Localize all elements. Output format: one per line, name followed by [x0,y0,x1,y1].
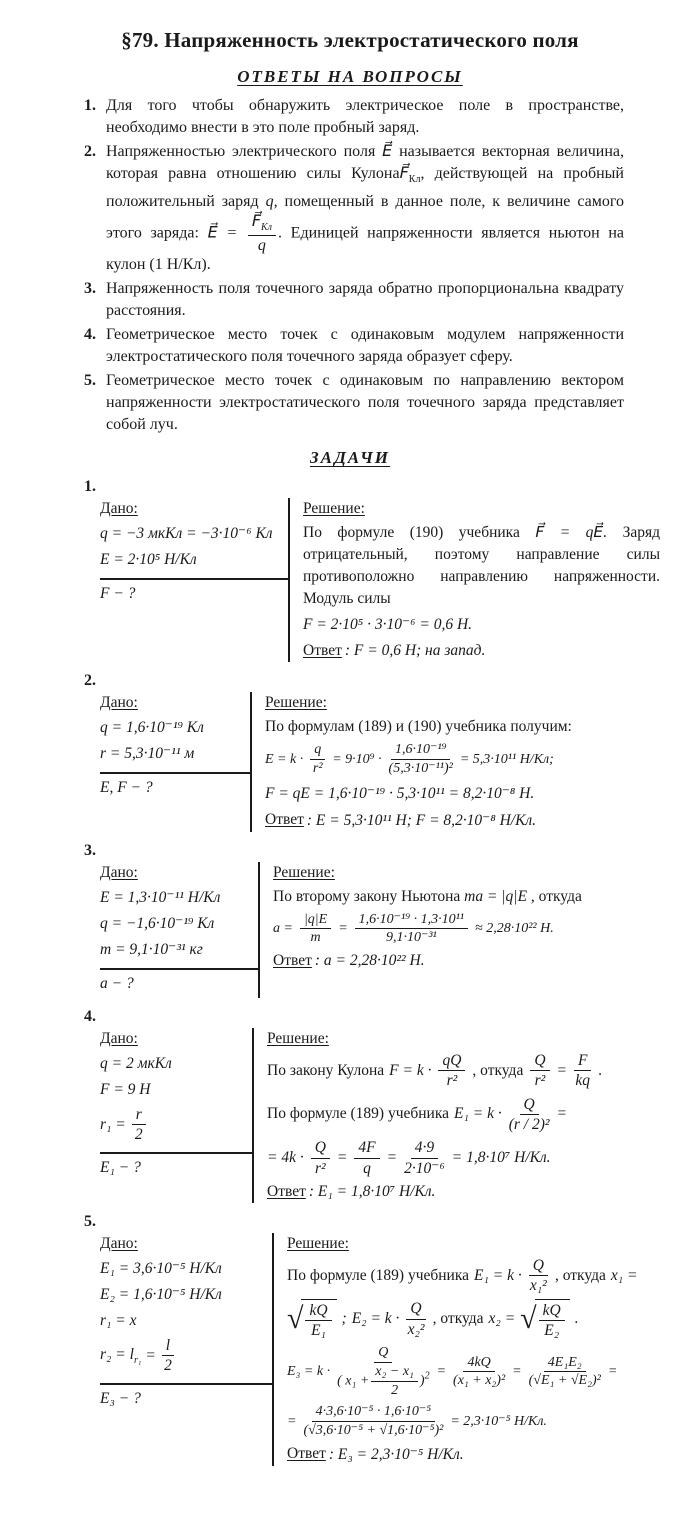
answer-line [265,811,660,830]
formula-inline: F⃗ = qE⃗. [535,524,608,542]
problem-body [88,1233,660,1466]
solution-label: Решение: [287,1234,349,1252]
formula-part: = 5,3·10¹¹ Н/Кл; [459,751,554,767]
fraction-numerator: l [162,1337,174,1356]
answer-number: 3. [84,280,96,298]
fraction-denominator: q [363,1159,371,1177]
field-formula-lhs: E⃗ = [207,224,238,242]
formula-part: E₂ = k · [351,1310,400,1328]
problem-body [88,1028,660,1203]
given-line: r = 5,3·10⁻¹¹ м [100,745,195,763]
fraction-denominator: x₂² [407,1320,425,1338]
solution-sentence: , откуда [432,1310,484,1328]
given-line [100,1337,272,1375]
solution-sentence: По формуле (190) учебника [303,524,520,542]
formula-part: E₁ = k · [474,1266,522,1284]
answer-number: 2. [84,143,96,160]
answer-line [287,1445,660,1464]
fraction-denominator: m [310,930,321,946]
answer-value: : E = 5,3·10¹¹ Н; F = 8,2·10⁻⁸ Н/Кл. [306,811,537,829]
problem-body [88,862,660,998]
solution-text [303,522,660,610]
fraction [404,1139,445,1177]
nested-fraction [371,1364,418,1398]
fraction-denominator: (r / 2)² [508,1115,550,1133]
problem-1 [58,478,660,662]
fraction-denominator: r² [446,1072,458,1090]
problem-body [88,498,660,662]
fraction-denominator: 2 [164,1357,172,1375]
fraction-numerator: x₂ − x₁ [371,1364,418,1382]
given-line: q = −1,6·10⁻¹⁹ Кл [100,914,215,932]
fraction-numerator: 4kQ [463,1355,494,1373]
fraction [310,742,325,776]
solution-label: Решение: [273,863,335,881]
formula-line: F = qE = 1,6·10⁻¹⁹ · 5,3·10¹¹ = 8,2·10⁻⁸ Н. [265,784,535,802]
formula-part: = [386,1149,398,1167]
tasks-section-header [0,448,700,468]
formula-line [265,742,660,776]
formula-part: = 1,8·10⁷ Н/Кл. [451,1149,551,1167]
solution-sentence: По формуле (189) учебника [267,1105,450,1123]
answers-header-text: ОТВЕТЫ НА ВОПРОСЫ [237,67,463,86]
fraction-numerator: 1,6·10⁻¹⁹ [391,742,450,760]
answer-label: Ответ [303,642,342,660]
fraction [406,1300,425,1338]
formula-part: F = k · [389,1061,432,1079]
formula-part: . [598,1061,603,1079]
answer-number: 4. [84,326,96,344]
problems-list [0,478,700,1465]
fraction [132,1106,146,1144]
formula-part: ) [419,1373,425,1389]
fraction [305,1302,331,1340]
answer-text: помещенный в данное поле, к величине самого этого заряда: [106,193,625,242]
answer-text: , действующей на пробный положительный заряд [106,165,624,211]
formula-part: = [607,1363,618,1379]
fraction [529,1257,548,1295]
fraction [529,1355,601,1389]
fraction [355,912,468,946]
answer-item-3 [86,278,624,322]
problem-3 [58,842,660,998]
fraction-numerator: Q [406,1300,425,1319]
fraction-numerator: r [132,1106,146,1125]
find-line: F − ? [100,578,288,604]
vector-E-symbol: E⃗ [382,143,393,160]
formula-part: = [436,1363,447,1379]
fraction-denominator: (x₁ + x₂)² [453,1373,506,1389]
problem-number: 2. [84,672,96,690]
vector-F-symbol: F⃗ [251,213,262,231]
formula-inline: ma = |q|E , [464,887,535,905]
fraction-numerator: 1,6·10⁻¹⁹ · 1,3·10¹¹ [355,912,468,930]
fraction [162,1337,174,1375]
formula-part: ( x₁ + [337,1373,370,1389]
formula-line [287,1404,660,1438]
answer-line [273,952,660,970]
tasks-header-text: ЗАДАЧИ [309,448,391,468]
fraction-numerator [248,213,276,235]
problem-number: 3. [84,841,96,859]
fraction-denominator: r² [312,761,323,777]
fraction [509,1096,550,1134]
solution-column [258,862,660,998]
solution-sentence: По второму закону Ньютона [273,887,461,905]
fraction-numerator: qQ [438,1052,465,1071]
solution-column [272,1233,660,1466]
given-line: E = 2·10⁵ Н/Кл [100,551,197,569]
given-label: Дано: [100,1029,138,1047]
given-line: E₁ = 3,6·10⁻⁵ Н/Кл [100,1259,222,1277]
fraction [453,1355,505,1389]
answer-value: : E₃ = 2,3·10⁻⁵ Н/Кл. [328,1445,464,1463]
answer-text: Напряженность поля точечного заряда обратно пропорциональна квадрату расстояния. [106,280,624,320]
fraction-denominator: 2 [134,1126,143,1144]
formula-part: E = k · [265,751,304,767]
given-label: Дано: [100,1234,138,1252]
fraction-numerator: Q [374,1345,392,1363]
answer-text: Напряженностью электрического поля [106,143,376,160]
answer-value: : E₁ = 1,8·10⁷ Н/Кл. [308,1182,436,1200]
answer-label: Ответ [267,1182,306,1200]
given-column [88,1233,272,1466]
fraction-numerator: F [574,1052,591,1071]
formula-part: = [336,1149,348,1167]
fraction-denominator: kq [575,1072,591,1090]
formula-part: E₁ = k · [454,1105,502,1123]
answer-item-1 [86,95,624,139]
answer-line [267,1183,660,1201]
exponent: 2 [424,1370,430,1382]
given-label: Дано: [100,500,138,518]
formula-line [267,1096,660,1134]
answer-line [303,642,660,660]
formula-part: = 9·10⁹ · [332,751,382,767]
fraction-numerator: 4·3,6·10⁻⁵ · 1,6·10⁻⁵ [312,1404,436,1422]
formula-part: x₂ = [488,1310,516,1328]
fraction-numerator: Q [530,1052,549,1071]
given-line: q = −3 мкКл = −3·10⁻⁶ Кл [100,525,273,543]
solution-sentence: По формуле (189) учебника [287,1266,470,1284]
answer-number: 1. [84,97,96,114]
fraction-numerator: kQ [305,1302,331,1321]
formula-part [100,1346,141,1366]
answer-label: Ответ [287,1445,326,1463]
answer-value: : F = 0,6 Н; на запад. [344,642,486,660]
answers-section-header [0,67,700,87]
formula-line [287,1345,660,1398]
solution-sentence: По закону Кулона [267,1061,385,1079]
solution-column [250,692,660,831]
fraction-numerator: Q [311,1139,330,1158]
fraction-denominator: (√3,6·10⁻⁵ + √1,6·10⁻⁵)² [303,1423,444,1439]
fraction-numerator: 4F [354,1139,379,1158]
solution-sentence: , откуда [472,1061,524,1079]
given-line: E₂ = 1,6·10⁻⁵ Н/Кл [100,1285,222,1303]
radical-sign: √ [287,1302,304,1336]
formula-part: ≈ 2,28·10²² Н. [475,920,554,936]
solution-sentence: , откуда [554,1266,606,1284]
answer-label: Ответ [265,811,304,829]
fraction [389,742,453,776]
problem-number: 5. [84,1212,96,1230]
solution-column [252,1028,660,1203]
fraction-denominator: (5,3·10⁻¹¹)² [388,761,453,777]
problem-number: 4. [84,1007,96,1025]
solution-sentence: откуда [538,887,582,905]
given-line: E = 1,3·10⁻¹¹ Н/Кл [100,888,221,906]
square-root [520,1299,570,1340]
formula-part: = [287,1413,297,1429]
subscript: r₁ [133,1354,142,1366]
formula-line [273,912,660,946]
answer-text: . Единицей напряженности является ньютон на кулон (1 Н/Кл). [106,224,625,274]
square-root [287,1299,337,1340]
charge-symbol: q, [265,193,278,211]
formula-part: = [338,920,348,936]
formula-line [267,1139,660,1177]
formula-part: = [556,1061,567,1079]
formula-part: x₁ = [610,1266,638,1284]
solution-text [273,886,660,908]
problem-2 [58,672,660,831]
problem-body [88,692,660,831]
problem-4 [58,1008,660,1203]
solution-column [288,498,660,662]
coulomb-subscript: Кл [261,222,273,234]
given-line: q = 1,6·10⁻¹⁹ Кл [100,719,204,737]
formula-part: = [512,1363,522,1379]
fraction-numerator: kQ [539,1302,565,1321]
formula-line: F = 2·10⁵ · 3·10⁻⁶ = 0,6 Н. [303,616,473,634]
formula-part: E₃ = k · [287,1363,331,1379]
formula-part: = [556,1105,568,1123]
fraction [311,1139,330,1177]
formula-part: a = [273,920,293,936]
fraction-denominator: 9,1·10⁻³¹ [385,930,437,946]
fraction-numerator: q [310,742,325,760]
fraction [530,1052,549,1090]
find-line: E₃ − ? [100,1383,272,1409]
fraction-denominator: q [257,236,266,254]
given-line: r₁ = x [100,1311,137,1329]
formula-line [267,1052,660,1090]
formula-part: ; [341,1310,347,1328]
given-column [88,862,258,998]
solution-label: Решение: [303,500,365,518]
formula-part: r₁ = [100,1115,126,1133]
fraction [300,912,331,946]
answer-text: называется векторная величина, которая равна отношению силы Кулона [106,143,625,182]
answer-value: : a = 2,28·10²² Н. [314,952,425,970]
formula-part: = 4k · [267,1149,304,1167]
given-line [100,1106,252,1144]
fraction-denominator: x₁² [529,1277,547,1295]
fraction-numerator: Q [520,1096,539,1115]
fraction [574,1052,591,1090]
answers-list [0,95,700,436]
page-title: §79. Напряженность электростатического поля [121,28,579,52]
fraction-numerator: 4E₁E₂ [544,1355,586,1373]
field-formula-fraction [248,213,276,254]
answer-text: Для того чтобы обнаружить электрическое поле в пространстве, необходимо внести в это поле пробный заряд. [106,97,624,136]
find-line: a − ? [100,968,258,994]
fraction-denominator: 2·10⁻⁶ [404,1159,445,1177]
fraction-numerator: Q [529,1257,548,1276]
given-line: q = 2 мкКл [100,1054,172,1072]
solution-sentence: По формулам (189) и (190) учебника получим: [265,718,572,736]
fraction [337,1345,429,1398]
solution-label: Решение: [267,1029,329,1047]
answer-label: Ответ [273,952,312,970]
answer-item-4 [86,324,624,368]
coulomb-subscript: Кл [408,174,421,186]
formula-part: = [145,1346,156,1364]
solution-label: Решение: [265,694,327,712]
answer-item-2 [86,141,624,276]
answer-text: Геометрическое место точек с одинаковым модулем напряженности электростатического поля точечного заряда образует сферу. [106,326,624,366]
fraction-numerator: 4·9 [411,1139,438,1158]
given-column [88,1028,252,1203]
given-label: Дано: [100,863,138,881]
formula-line [287,1257,660,1339]
radicand [301,1299,336,1340]
formula-part: r₂ = l [100,1345,134,1363]
fraction-denominator: r² [314,1159,326,1177]
fraction-denominator: E₂ [544,1322,560,1340]
answer-number: 5. [84,372,96,390]
problem-5 [58,1213,660,1466]
find-line: E₁ − ? [100,1152,252,1178]
fraction [539,1302,565,1340]
fraction-denominator: r² [534,1072,546,1090]
given-line: F = 9 Н [100,1080,151,1098]
vector-F-symbol: F⃗ [399,165,409,182]
fraction-denominator: 2 [391,1382,399,1398]
fraction-numerator: |q|E [300,912,331,930]
fraction [354,1139,379,1177]
solution-sentence: Заряд отрицательный, поэтому направление силы противоположно направлению напряженности. Модуль силы [303,524,660,608]
formula-part: = 2,3·10⁻⁵ Н/Кл. [450,1413,547,1429]
fraction-denominator [337,1363,429,1398]
find-line: E, F − ? [100,772,250,798]
answer-text: Геометрическое место точек с одинаковым по направлению вектором напряженности электростатического поля точечного заряда представляет собой луч. [106,372,624,434]
given-column [88,692,250,831]
given-label: Дано: [100,694,138,712]
given-line: m = 9,1·10⁻³¹ кг [100,940,203,958]
problem-number: 1. [84,478,96,496]
fraction [438,1052,465,1090]
fraction-denominator: E₁ [311,1322,326,1340]
given-column [88,498,288,662]
answer-item-5 [86,370,624,436]
radical-sign: √ [520,1302,537,1336]
fraction [303,1404,443,1438]
radicand [535,1299,570,1340]
fraction-denominator: (√E₁ + √E₂)² [528,1373,601,1389]
formula-part: . [574,1310,579,1328]
